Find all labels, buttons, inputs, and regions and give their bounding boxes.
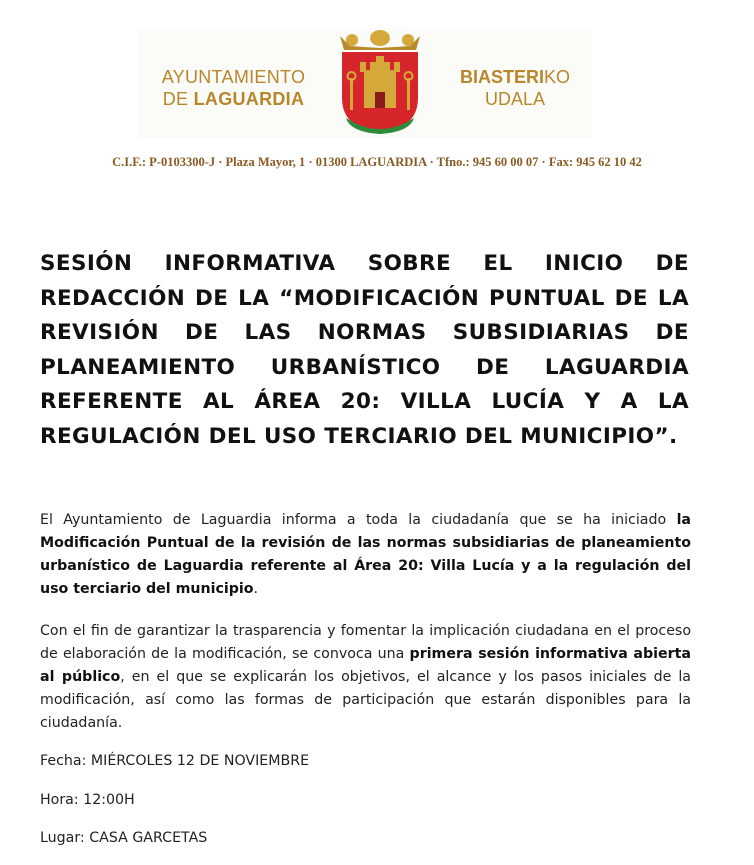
coat-of-arms-icon (330, 28, 430, 136)
org-right-rest: KO (544, 67, 571, 87)
letterhead (138, 28, 592, 138)
p1-end: . (253, 581, 259, 597)
org-left-bold: LAGUARDIA (193, 89, 305, 109)
p2-bold: primera sesión informativa abierta al público (40, 646, 691, 685)
org-right-line2: UDALA (484, 89, 546, 109)
org-name-spanish (146, 66, 321, 110)
org-left-prefix: DE (162, 89, 194, 109)
p2-end: , en el que se explicarán los objetivos, el alcance y los pasos iniciales de la modificación, así como las formas de participación que estarán disponibles para la ciudadanía. (40, 669, 691, 731)
org-left-line1: AYUNTAMIENTO (161, 67, 306, 87)
contact-line: C.I.F.: P-0103300-J · Plaza Mayor, 1 · 01300 LAGUARDIA · Tfno.: 945 60 00 07 · Fax: 945 62 10 42 (112, 155, 642, 169)
event-place: Lugar: CASA GARCETAS (40, 830, 208, 846)
event-time: Hora: 12:00H (40, 792, 135, 808)
paragraph-session (40, 620, 691, 735)
p1-intro: El Ayuntamiento de Laguardia informa a toda la ciudadanía que se ha iniciado (40, 512, 677, 528)
paragraph-announcement (40, 509, 691, 601)
org-name-basque (445, 66, 585, 110)
document-title: SESIÓN INFORMATIVA SOBRE EL INICIO DE REDACCIÓN DE LA “MODIFICACIÓN PUNTUAL DE LA REVISIÓN DE LAS NORMAS SUBSIDIARIAS DE PLANEAMIENTO URBANÍSTICO DE LAGUARDIA REFERENTE AL ÁREA 20: VILLA LUCÍA Y A LA REGULACIÓN DEL USO TERCIARIO DEL MUNICIPIO”. (40, 251, 689, 449)
p1-bold: la Modificación Puntual de la revisión de las normas subsidiarias de planeamiento urbanístico de Laguardia referente al Área 20: Villa Lucía y a la regulación del uso terciario del municipio (40, 512, 691, 597)
event-date: Fecha: MIÉRCOLES 12 DE NOVIEMBRE (40, 753, 310, 769)
org-right-bold: BIASTERI (459, 67, 544, 87)
p2-intro: Con el fin de garantizar la trasparencia y fomentar la implicación ciudadana en el proceso de elaboración de la modificación, se convoca una (40, 623, 691, 662)
